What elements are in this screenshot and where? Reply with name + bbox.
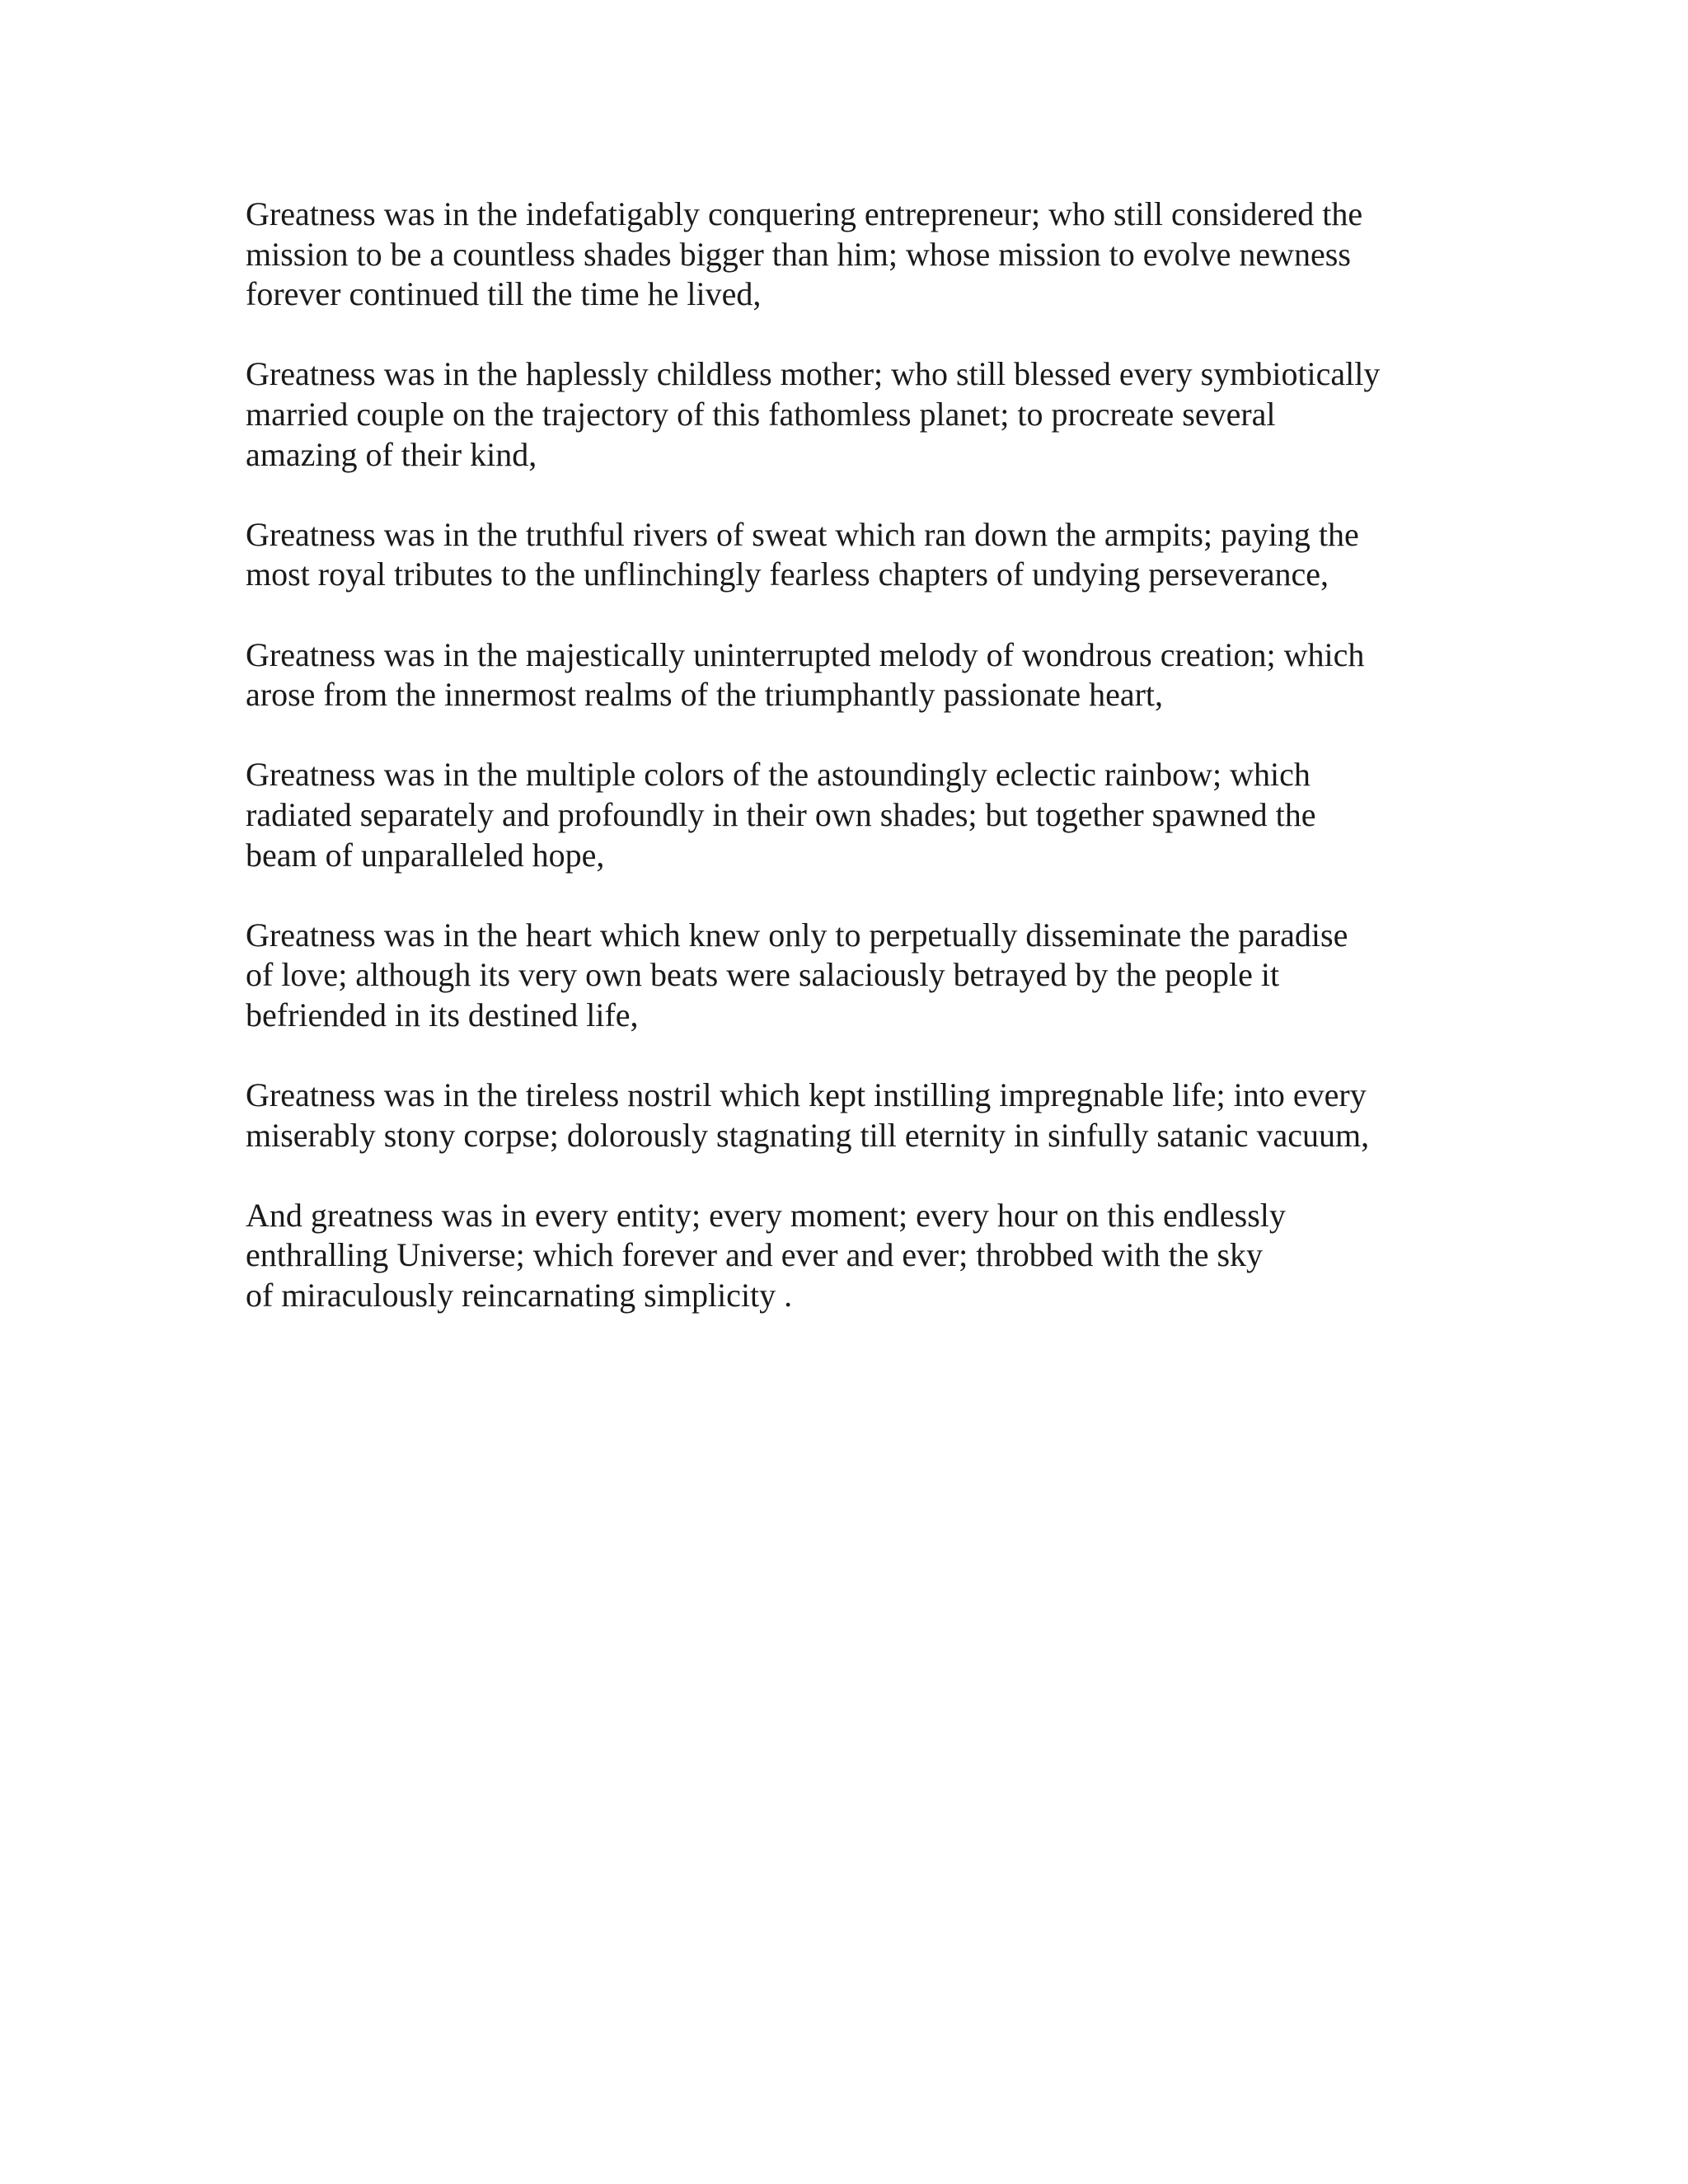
poem-line: And greatness was in every entity; every moment; every hour on this endlessly <box>246 1196 1286 1234</box>
stanza-8 <box>246 1196 1465 1316</box>
poem-line: of love; although its very own beats were salaciously betrayed by the people it <box>246 956 1280 994</box>
poem-line: radiated separately and profoundly in their own shades; but together spawned the <box>246 795 1316 833</box>
poem-line: Greatness was in the multiple colors of the astoundingly eclectic rainbow; which <box>246 756 1311 794</box>
poem-line: Greatness was in the heart which knew only to perpetually disseminate the paradise <box>246 916 1348 954</box>
poem-line: befriended in its destined life, <box>246 996 639 1033</box>
poem-line: Greatness was in the tireless nostril which kept instilling impregnable life; into every <box>246 1076 1367 1114</box>
stanza-4 <box>246 635 1465 715</box>
poem-line: enthralling Universe; which forever and ever and ever; throbbed with the sky <box>246 1236 1264 1274</box>
poem-line: mission to be a countless shades bigger than him; whose mission to evolve newness <box>246 235 1351 273</box>
poem-line: Greatness was in the haplessly childless mother; who still blessed every symbiotically <box>246 355 1381 393</box>
stanza-6 <box>246 916 1465 1036</box>
poem-line: married couple on the trajectory of this fathomless planet; to procreate several <box>246 395 1276 433</box>
poem-line: forever continued till the time he lived, <box>246 275 762 313</box>
stanza-2 <box>246 354 1465 475</box>
poem-line: arose from the innermost realms of the triumphantly passionate heart, <box>246 676 1164 714</box>
stanza-3 <box>246 515 1465 595</box>
poem-body <box>246 194 1465 1356</box>
stanza-5 <box>246 755 1465 875</box>
poem-line: Greatness was in the indefatigably conquering entrepreneur; who still considered the <box>246 195 1363 232</box>
poem-line: of miraculously reincarnating simplicity . <box>246 1277 793 1315</box>
poem-line: Greatness was in the majestically uninterrupted melody of wondrous creation; which <box>246 635 1365 673</box>
stanza-7 <box>246 1076 1465 1155</box>
poem-line: Greatness was in the truthful rivers of sweat which ran down the armpits; paying the <box>246 515 1359 553</box>
poem-line: beam of unparalleled hope, <box>246 836 605 874</box>
poem-line: miserably stony corpse; dolorously stagnating till eternity in sinfully satanic vacuum, <box>246 1116 1370 1154</box>
poem-line: most royal tributes to the unflinchingly fearless chapters of undying perseverance, <box>246 555 1329 593</box>
stanza-1 <box>246 194 1465 315</box>
poem-line: amazing of their kind, <box>246 435 537 473</box>
